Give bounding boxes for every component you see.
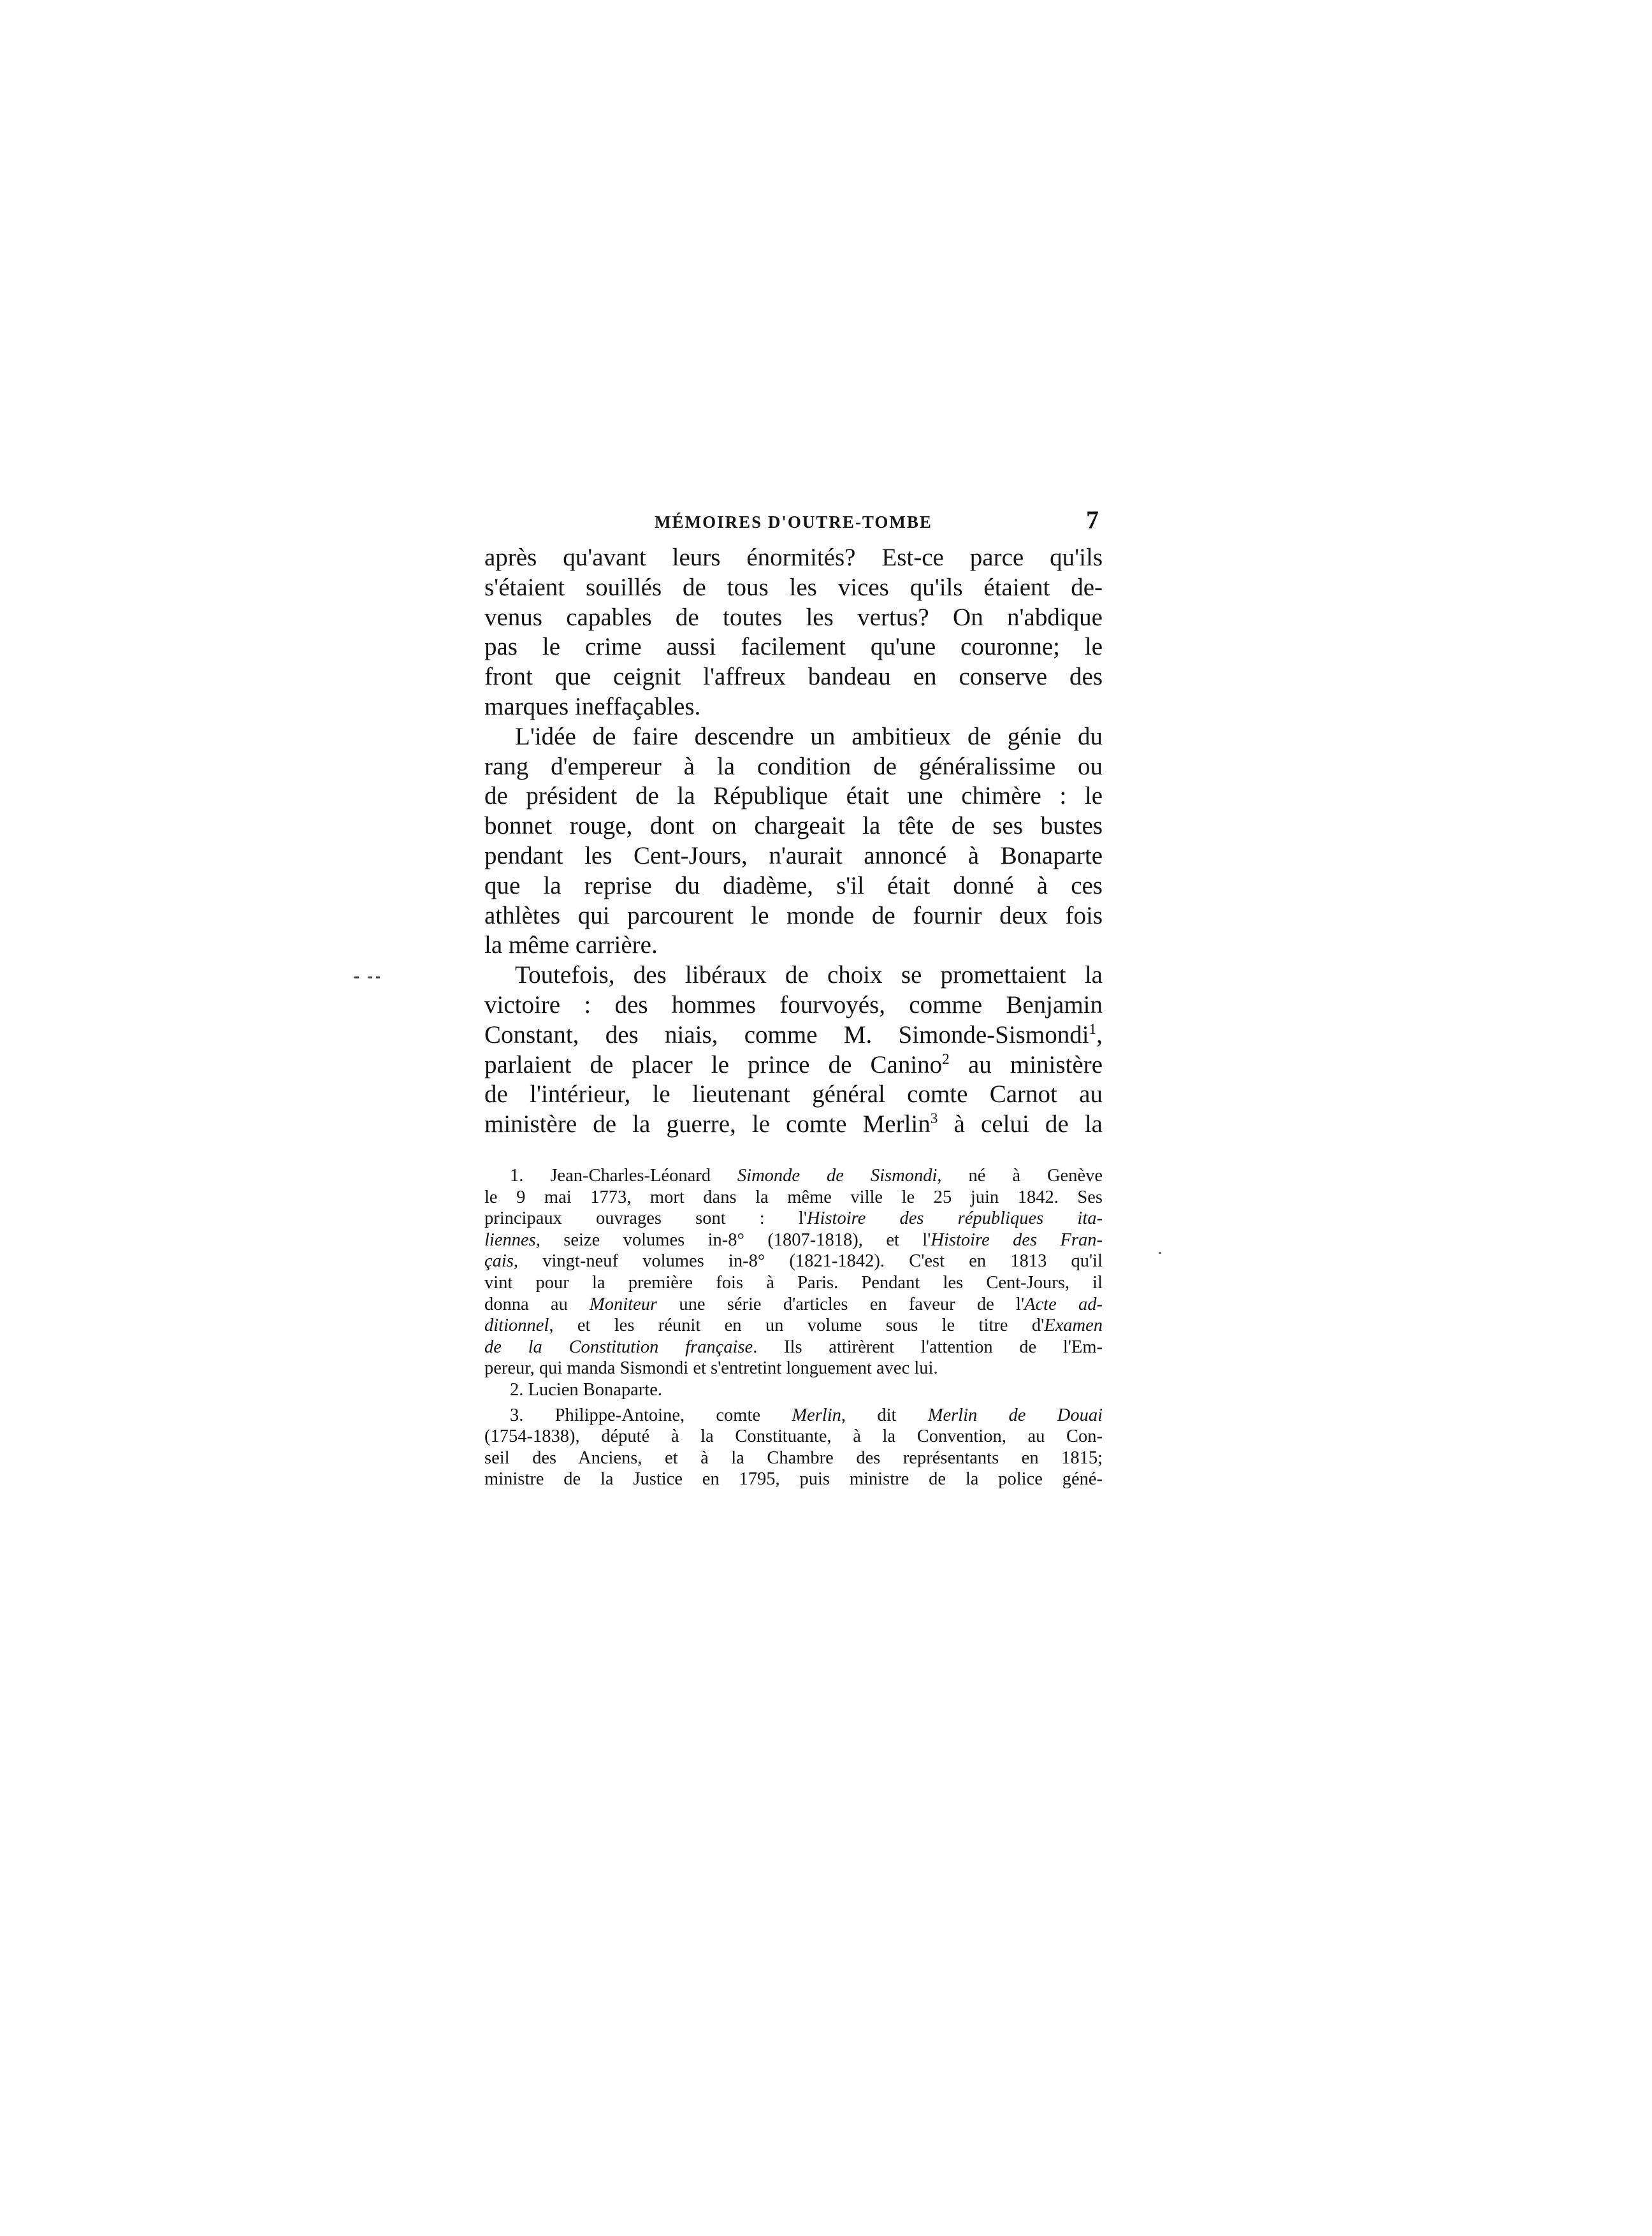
body-line: parlaient de placer le prince de Canino$^2$ au ministère xyxy=(484,1050,1103,1078)
body-line: après qu'avant leurs énormités? Est-ce parce qu'ils xyxy=(484,544,1103,571)
body-line: s'étaient souillés de tous les vices qu'ils étaient de- xyxy=(484,573,1103,601)
body-line: bonnet rouge, dont on chargeait la tête de ses bustes xyxy=(484,812,1103,840)
body-line: venus capables de toutes les vertus? On n'abdique xyxy=(484,603,1103,631)
body-line: pas le crime aussi facilement qu'une couronne; le xyxy=(484,633,1103,661)
running-title: MÉMOIRES D'OUTRE-TOMBE xyxy=(655,512,932,532)
footnote-line: seil des Anciens, et à la Chambre des représentants en 1815; xyxy=(484,1448,1103,1468)
body-line: pendant les Cent-Jours, n'aurait annoncé à Bonaparte xyxy=(484,841,1103,869)
footnote-ref: 3 xyxy=(930,1110,938,1128)
footnote-ref: 2 xyxy=(942,1050,950,1068)
footnote-line: çais, vingt-neuf volumes in-8° (1821-1842). C'est en 1813 qu'il xyxy=(484,1251,1103,1272)
footnote-ref: 1 xyxy=(1089,1020,1097,1038)
body-line: de l'intérieur, le lieutenant général comte Carnot au xyxy=(484,1080,1103,1108)
footnotes xyxy=(484,1165,1103,1490)
footnote-line: le 9 mai 1773, mort dans la même ville le 25 juin 1842. Ses xyxy=(484,1187,1103,1207)
page-text-block xyxy=(484,505,1103,1490)
body-line: de président de la République était une chimère : le xyxy=(484,782,1103,810)
body-line: front que ceignit l'affreux bandeau en conserve des xyxy=(484,663,1103,691)
body-line: Constant, des niais, comme M. Simonde-Sismondi$^1$, xyxy=(484,1020,1103,1049)
scan-speck xyxy=(1159,1252,1161,1254)
footnote-line: ministre de la Justice en 1795, puis ministre de la police géné- xyxy=(484,1469,1103,1490)
running-head xyxy=(484,505,1103,541)
page-number: 7 xyxy=(1086,505,1099,534)
body-line: Toutefois, des libéraux de choix se promettaient la xyxy=(515,961,1103,989)
footnote-line: vint pour la première fois à Paris. Pendant les Cent-Jours, il xyxy=(484,1272,1103,1293)
body-line: marques ineffaçables. xyxy=(484,692,701,720)
footnote-line: 2. Lucien Bonaparte. xyxy=(510,1379,662,1400)
body-text xyxy=(484,543,1103,1140)
body-line: la même carrière. xyxy=(484,931,658,959)
footnote-line: de la Constitution française. Ils attirèrent l'attention de l'Em- xyxy=(484,1337,1103,1357)
margin-mark xyxy=(354,976,382,980)
footnote-line: pereur, qui manda Sismondi et s'entretint longuement avec lui. xyxy=(484,1358,938,1379)
footnote-line: (1754-1838), député à la Constituante, à la Convention, au Con- xyxy=(484,1427,1103,1447)
footnote-line: liennes, seize volumes in-8° (1807-1818), et l'Histoire des Fran- xyxy=(484,1230,1103,1250)
body-line: ministère de la guerre, le comte Merlin$^3$ à celui de la xyxy=(484,1110,1103,1138)
body-line: L'idée de faire descendre un ambitieux de génie du xyxy=(515,722,1103,750)
body-line: athlètes qui parcourent le monde de fournir deux fois xyxy=(484,901,1103,929)
body-line: victoire : des hommes fourvoyés, comme Benjamin xyxy=(484,991,1103,1019)
footnote-line: donna au Moniteur une série d'articles en faveur de l'Acte ad- xyxy=(484,1294,1103,1314)
footnote-line: ditionnel, et les réunit en un volume sous le titre d'Examen xyxy=(484,1316,1103,1336)
footnote-line: 1. Jean-Charles-Léonard Simonde de Sismondi, né à Genève xyxy=(510,1166,1103,1186)
footnote-line: principaux ouvrages sont : l'Histoire des républiques ita- xyxy=(484,1209,1103,1229)
body-line: rang d'empereur à la condition de généralissime ou xyxy=(484,752,1103,780)
body-line: que la reprise du diadème, s'il était donné à ces xyxy=(484,871,1103,899)
footnote-line: 3. Philippe-Antoine, comte Merlin, dit Merlin de Douai xyxy=(510,1405,1103,1425)
